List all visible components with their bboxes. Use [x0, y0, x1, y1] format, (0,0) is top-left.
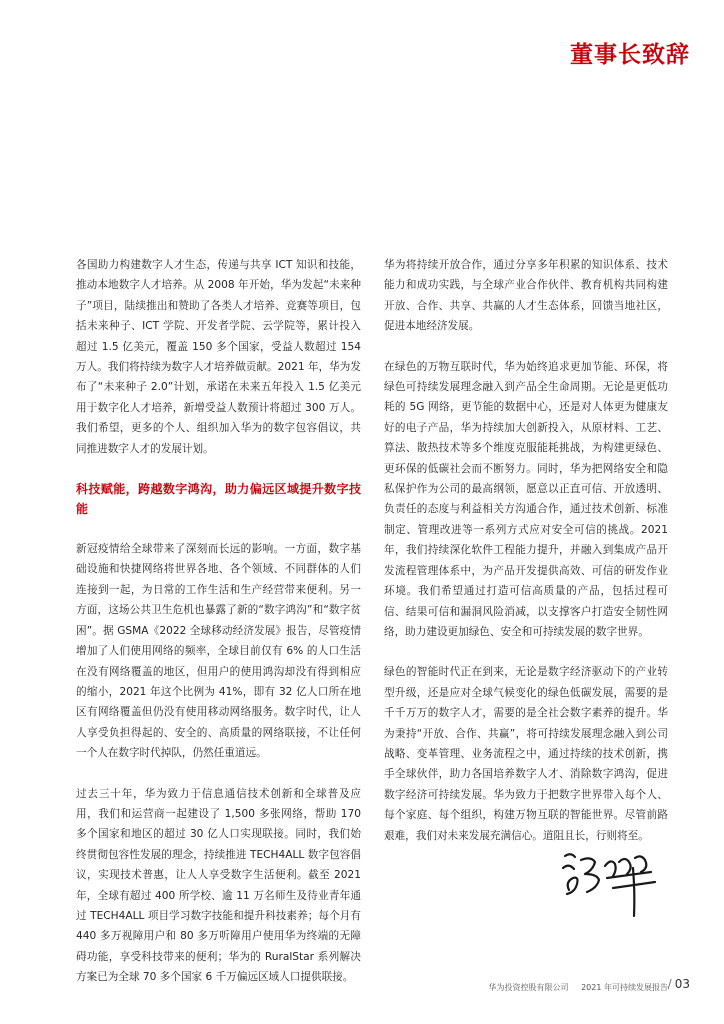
- right-column: [384, 255, 668, 866]
- signature-icon: [555, 848, 675, 920]
- left-column: [76, 255, 361, 1008]
- section-heading: 科技赋能，跨越数字鸿沟，助力偏远区域提升数字技能: [76, 482, 361, 517]
- body-paragraph: 绿色的智能时代正在到来，无论是数字经济驱动下的产业转型升级，还是应对全球气候变化的绿色低碳发展，需要的是千千万万的数字人才，需要的是全社会数字素养的提升。华为秉持“开放、合作、共赢”，将可持续发展理念融入到公司战略、变革管理、业务流程之中，通过持续的技术创新，携手全球伙伴，助力各国培养数字人才、消除数字鸿沟，促进数字经济可持续发展。华为致力于把数字世界带入每个人、每个家庭、每个组织，构建万物互联的智能世界。尽管前路艰难，我们对未来发展充满信心。道阻且长，行则将至。: [384, 666, 668, 842]
- footer-company: 华为投资控股有限公司: [488, 983, 569, 992]
- body-paragraph: 在绿色的万物互联时代，华为始终追求更加节能、环保，将绿色可持续发展理念融入到产品全生命周期。无论是更低功耗的 5G 网络，更节能的数据中心，还是对人体更为健康友好的电子产品，华为持续加大创新投入，从原材料、工艺、算法、散热技术等多个维度克服能耗挑战，为构建更绿色、更环保的低碳社会而不断努力。同时，华为把网络安全和隐私保护作为公司的最高纲领，愿意以正直可信、开放透明、负责任的态度与利益相关方沟通合作，通过技术创新、标准制定、管理改进等一系列方式应对安全可信的挑战。2021 年，我们持续深化软件工程能力提升，并融入到集成产品开发流程管理体系中，为产品开发提供高效、可信的研发作业环境。我们希望通过打造可信高质量的产品，包括过程可信、结果可信和漏洞风险消减，以支撑客户打造安全韧性网络，助力建设更加绿色、安全和可持续发展的数字世界。: [384, 360, 668, 638]
- page-number: [668, 977, 690, 991]
- body-paragraph: 新冠疫情给全球带来了深刻而长远的影响。一方面，数字基础设施和快捷网络将世界各地、各个领域、不同群体的人们连接到一起，为日常的工作生活和生产经营带来便利。另一方面，这场公共卫生危机也暴露了新的“数字鸿沟”和“数字贫困”。据 GSMA《2022 全球移动经济发展》报告，尽管疫情增加了人们使用网络的频率，全球目前仅有 6% 的人口生活在没有网络覆盖的地区，但用户的使用鸿沟却没有得到相应的缩小，2021 年这个比例为 41%，即有 32 亿人口所在地区有网络覆盖但仍没有使用移动网络服务。数字时代，让人人享受负担得起的、安全的、高质量的网络联接，不让任何一个人在数字时代掉队，仍然任重道远。: [76, 543, 361, 760]
- footer: [479, 982, 668, 993]
- body-paragraph: 华为将持续开放合作，通过分享多年积累的知识体系、技术能力和成功实践，与全球产业合作伙伴、教育机构共同构建开放、合作、共享、共赢的人才生态体系，回馈当地社区，促进本地经济发展。: [384, 259, 668, 333]
- body-paragraph: 过去三十年，华为致力于信息通信技术创新和全球普及应用，我们和运营商一起建设了 1,500 多张网络，帮助 170 多个国家和地区的超过 30 亿人口实现联接。同时，我们始终贯彻包容性发展的理念，持续推进 TECH4ALL 数字包容倡议，实现技术普惠，让人人享受数字生活便利。截至 2021 年，全球有超过 400 所学校、逾 11 万名师生及待业青年通过 TECH4ALL 项目学习数字技能和提升科技素养；每个月有 440 多万视障用户和 80 多万听障用户使用华为终端的无障碍功能，享受科技带来的便利；华为的 RuralStar 系列解决方案已为全球 70 多个国家 6 千万偏远区域人口提供联接。: [76, 787, 361, 984]
- body-paragraph: 各国助力构建数字人才生态，传递与共享 ICT 知识和技能，推动本地数字人才培养。从 2008 年开始，华为发起“未来种子”项目，陆续推出和赞助了各类人才培养、竞赛等项目，包括未来种子、ICT 学院、开发者学院、云学院等，累计投入超过 1.5 亿美元，覆盖 150 多个国家，受益人数超过 154 万人。我们将持续为数字人才培养做贡献。2021 年，华为发布了“未来种子 2.0”计划，承诺在未来五年投入 1.5 亿美元用于数字化人才培养，新增受益人数预计将超过 300 万人。我们希望，更多的个人、组织加入华为的数字包容倡议，共同推进数字人才的发展计划。: [76, 259, 361, 455]
- page-title: 董事长致辞: [570, 42, 690, 68]
- footer-report-title: 2021 年可持续发展报告: [581, 983, 668, 992]
- page-number-separator: /: [667, 977, 672, 991]
- page-number-value: 03: [674, 977, 690, 991]
